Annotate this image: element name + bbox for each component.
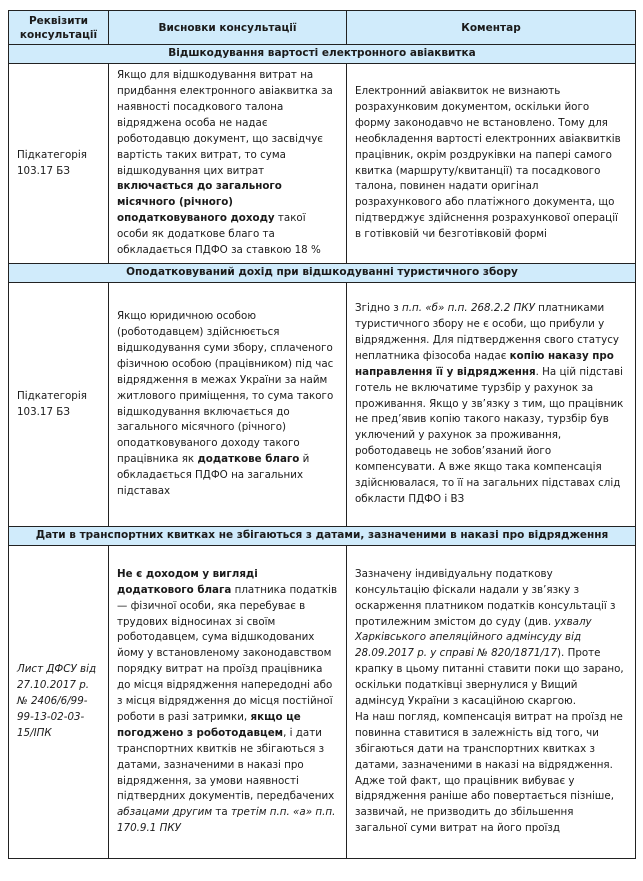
law-reference: третім п.п. «а» п.п. 170.9.1 ПКУ	[117, 806, 336, 835]
court-reference: ухвалу Харківського апеляційного адмінсуду від 28.09.2017 р. у справі № 820/1871/17	[355, 615, 592, 660]
consultations-table	[8, 10, 636, 859]
conclusion-emphasis: додаткове благо	[197, 453, 300, 466]
comment-paragraph: На наш погляд, компенсація витрат на проїзд не повинна ставитися в залежність від того, чи збігаються дати на транспортних квитках з датами, зазначеними в наказі на відрядження. Адже той факт, що працівник вибуває у відрядження раніше або повертається пізніше, зазвичай, не призводить до збільшення загальної суми витрат на його проїзд	[355, 710, 623, 835]
header-comment: Коментар	[347, 11, 636, 45]
header-conclusions: Висновки консультації	[109, 11, 347, 45]
conclusion-text: Якщо юридичною особою (роботодавцем) здійснюється відшкодування суми збору, сплаченого фізичною особою (працівником) під час відрядження в межах України за найм житлового приміщення, то сума такого відшкодування включається до загального місячного (річного) оподатковуваного доходу такого працівника як	[117, 310, 334, 466]
conclusion-text: , і дати транспортних квитків не збігаються з датами, зазначеними в наказі про відрядження, за умови наявності підтвердних документів, передбачених	[117, 726, 335, 803]
conclusion-emphasis: Не є доходом у вигляді додаткового блага	[117, 567, 258, 596]
law-reference: абзацами другим	[117, 806, 213, 819]
conclusion-emphasis: включається до загального місячного (річного) оподатковуваного доходу	[117, 180, 282, 225]
requisites-cell: Лист ДФСУ від 27.10.2017 р. № 2406/6/99-99-13-02-03-15/ІПК	[9, 546, 109, 859]
section-title: Відшкодування вартості електронного авіаквитка	[9, 45, 636, 64]
conclusion-cell	[109, 64, 347, 264]
requisites-cell: Підкатегорія 103.17 БЗ	[9, 64, 109, 264]
section-title: Дати в транспортних квитках не збігаються з датами, зазначеними в наказі про відрядження	[9, 527, 636, 546]
comment-cell: Електронний авіаквиток не визнають розрахунковим документом, оскільки його форму законодавчо не встановлено. Тому для необкладення вартості електронних авіаквитків працівник, окрім роздруківки на папері самого квитка (маршруту/квитанції) та посадкового талона, повинен надати оригінал розрахункового або платіжного документа, що підтверджує здійснення розрахункової операції в готівковій чи безготівковій формі	[347, 64, 636, 264]
section-header-row	[9, 264, 636, 283]
section-header-row	[9, 45, 636, 64]
conclusion-emphasis: якщо це погоджено з роботодавцем	[117, 710, 301, 739]
table-row	[9, 64, 636, 264]
conclusion-cell	[109, 546, 347, 859]
comment-text: платниками туристичного збору не є особи, що прибули у відрядження. Для підтвердження свого статусу неплатника фізособа надає	[355, 302, 619, 362]
conclusion-text: й обкладається ПДФО на загальних підставах	[117, 453, 310, 498]
conclusion-text: Якщо для відшкодування витрат на придбання електронного авіаквитка за наявності посадкового талона відряджена особа не надає роботодавцю документ, що засвідчує вартість таких витрат, то сума відшкодування цих витрат	[117, 69, 333, 177]
section-title: Оподатковуваний дохід при відшкодуванні туристичного збору	[9, 264, 636, 283]
comment-cell	[347, 546, 636, 859]
table-header-row	[9, 11, 636, 45]
comment-cell	[347, 283, 636, 527]
comment-text: Згідно з	[355, 302, 403, 315]
header-requisites: Реквізити консультації	[9, 11, 109, 45]
comment-text: ). Проте крапку в цьому питанні ставити поки що зарано, оскільки податківці звернулися у Вищий адмінсуд України з касаційною скаргою.	[355, 647, 624, 708]
requisites-cell: Підкатегорія 103.17 БЗ	[9, 283, 109, 527]
table-row	[9, 546, 636, 859]
comment-emphasis: копію наказу про направлення її у відрядження	[355, 349, 614, 378]
conclusion-text: та	[212, 806, 231, 819]
conclusion-text: платника податків — фізичної особи, яка перебуває в трудових відносинах зі своїм роботодавцем, сума відшкодованих йому у встановленому законодавством порядку витрат на проїзд працівника до місця відрядження напередодні або з місця відрядження до місця постійної роботи в разі затримки,	[117, 583, 338, 723]
conclusion-cell	[109, 283, 347, 527]
section-header-row	[9, 527, 636, 546]
table-row	[9, 283, 636, 527]
law-reference: п.п. «б» п.п. 268.2.2 ПКУ	[402, 302, 535, 315]
comment-text: Зазначену індивідуальну податкову консультацію фіскали надали у зв’язку з оскарження платником податків консультації з протилежним змістом до суду (див.	[355, 567, 616, 628]
comment-text: . На цій підставі готель не включатиме турзбір у рахунок за проживання. Якщо у зв’язку з тим, що працівник не пред’явив копію такого наказу, турзбір був уключений у рахунок за проживання, роботодавець не зобов’язаний його компенсувати. А вже якщо така компенсація здійснювалася, то її на загальних підставах слід обкласти ПДФО і ВЗ	[355, 365, 624, 505]
conclusion-text: такої особи як додаткове благо та обкладається ПДФО за ставкою 18 %	[117, 212, 321, 257]
